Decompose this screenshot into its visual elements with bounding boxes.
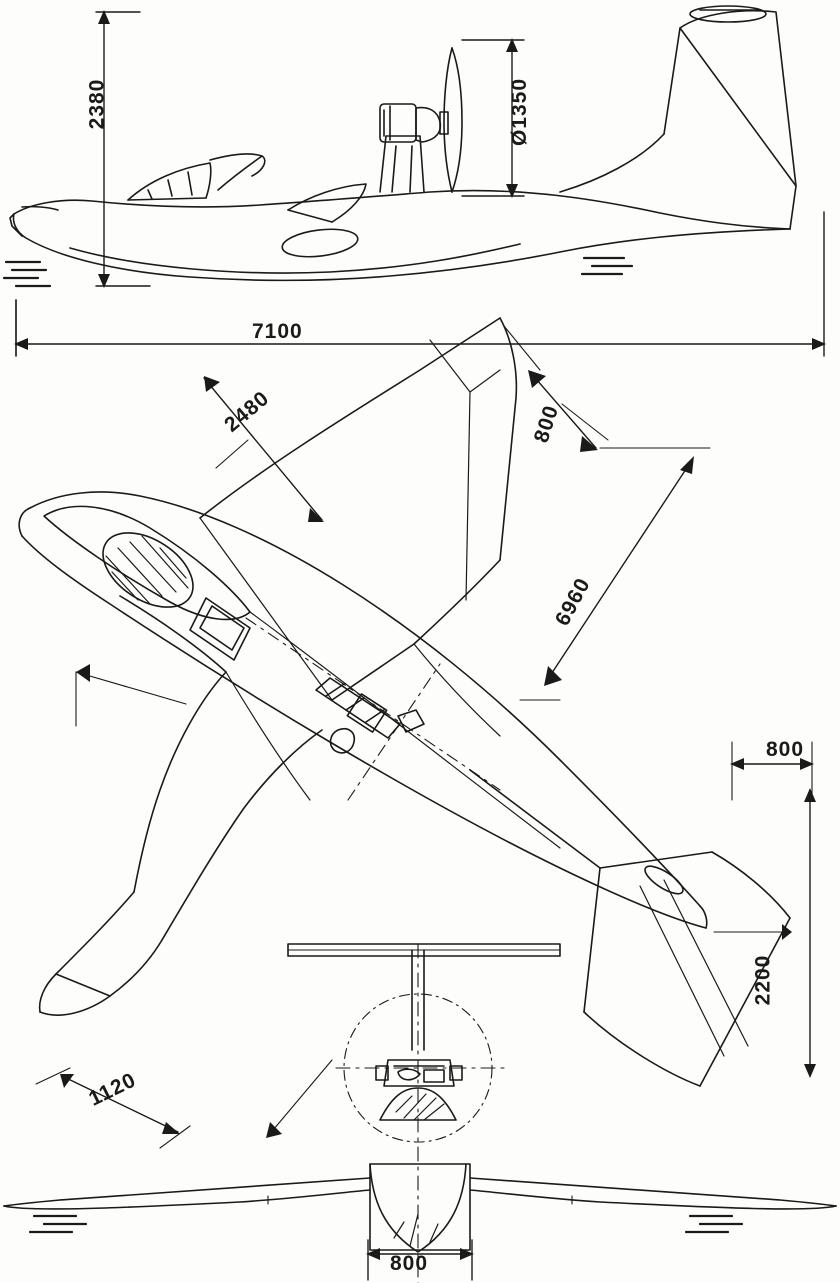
dimension-label-stabilizer-chord: 800: [766, 738, 805, 761]
side-view-group: [4, 6, 796, 286]
dimension-label-tailplane-chord: 800: [529, 402, 564, 446]
plan-view-group: [19, 318, 790, 1086]
dimension-label-wing-chord-root: 2480: [220, 386, 274, 437]
dimension-label-overall-length: 7100: [252, 320, 303, 343]
dimension-label-propeller-diameter: Ø1350: [508, 77, 532, 147]
dimension-label-wingtip-chord: 1120: [85, 1068, 140, 1111]
dimension-label-overall-height: 2380: [85, 78, 109, 130]
plan-view-dimensions: [36, 326, 816, 1148]
front-view-group: [4, 944, 836, 1283]
dimension-label-hull-beam: 800: [390, 1252, 429, 1275]
dimension-label-stabilizer-span: 2200: [751, 954, 775, 1006]
dimension-label-wing-span: 6960: [550, 573, 595, 630]
